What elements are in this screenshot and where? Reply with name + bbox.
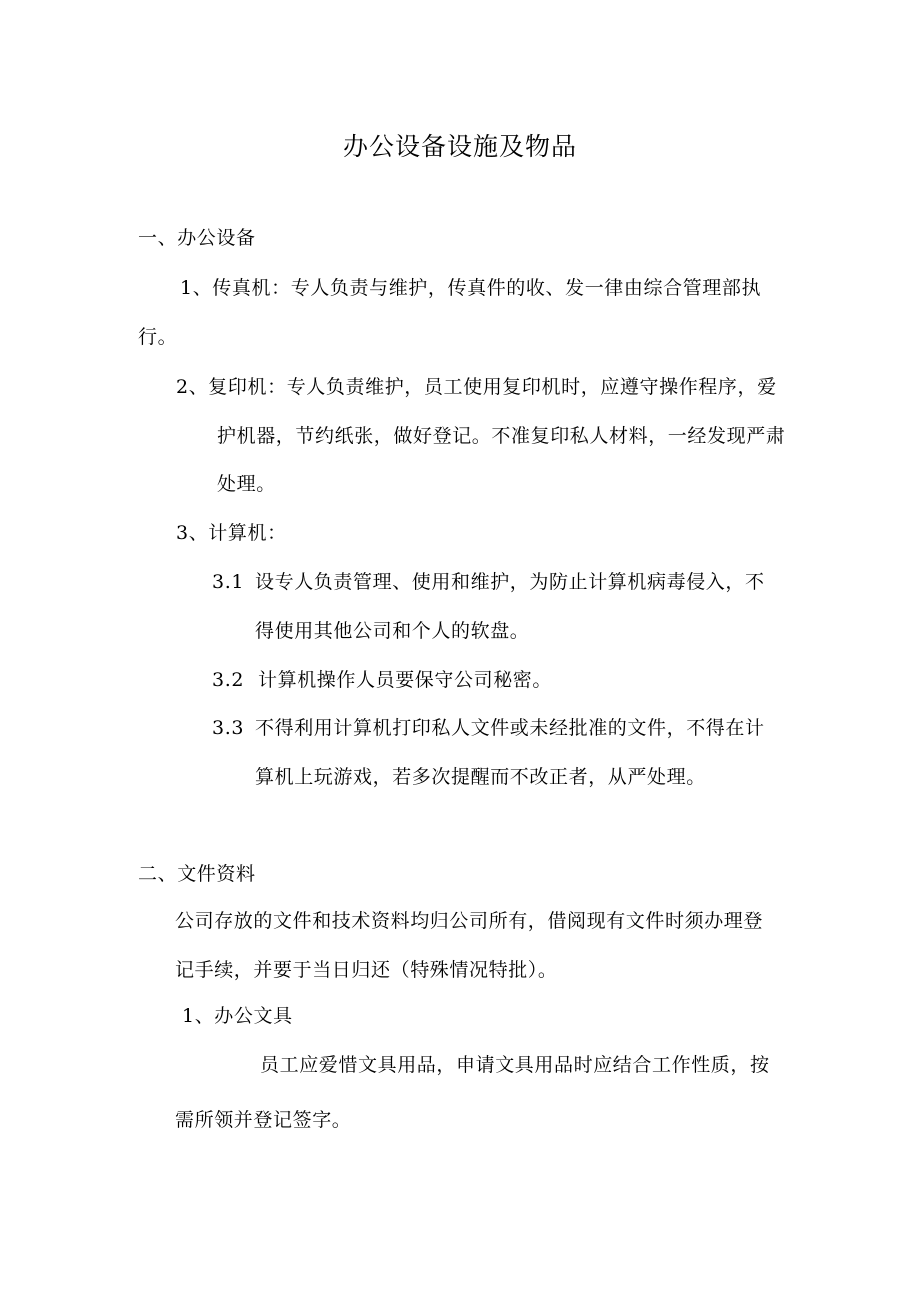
copier-item-line-3: 处理。 [217,473,276,495]
fax-item-line-1: 1、传真机：专人负责与维护，传真件的收、发一律由综合管理部执 [180,277,762,299]
computer-item-heading: 3、计算机： [176,522,287,544]
copier-item-line-1: 2、复印机：专人负责维护，员工使用复印机时，应遵守操作程序，爱 [176,376,777,398]
computer-sub-3-line-1: 不得利用计算机打印私人文件或未经批准的文件，不得在计 [255,717,765,739]
documents-paragraph-line-1: 公司存放的文件和技术资料均归公司所有，借阅现有文件时须办理登 [175,910,764,932]
stationery-item-line-1: 员工应爱惜文具用品，申请文具用品时应结合工作性质，按 [260,1054,770,1076]
computer-sub-1-number: 3.1 [212,571,245,593]
computer-sub-3-number: 3.3 [212,717,245,739]
documents-paragraph-line-2: 记手续，并要于当日归还（特殊情况特批）。 [175,959,558,981]
computer-sub-1-line-2: 得使用其他公司和个人的软盘。 [255,620,530,642]
fax-item-line-2: 行。 [138,326,178,348]
stationery-item-line-2: 需所领并登记签字。 [175,1109,352,1131]
computer-sub-1-line-1: 设专人负责管理、使用和维护，为防止计算机病毒侵入，不 [255,571,765,593]
computer-sub-3-line-2: 算机上玩游戏，若多次提醒而不改正者，从严处理。 [255,766,706,788]
computer-sub-2-line-1: 计算机操作人员要保守公司秘密。 [258,669,553,691]
section-heading-documents: 二、文件资料 [138,863,256,885]
computer-sub-2-number: 3.2 [212,669,245,691]
section-heading-office-equipment: 一、办公设备 [138,227,256,249]
stationery-item-heading: 1、办公文具 [182,1005,293,1027]
page-title: 办公设备设施及物品 [342,132,577,161]
copier-item-line-2: 护机器，节约纸张，做好登记。不准复印私人材料，一经发现严肃 [217,425,786,447]
